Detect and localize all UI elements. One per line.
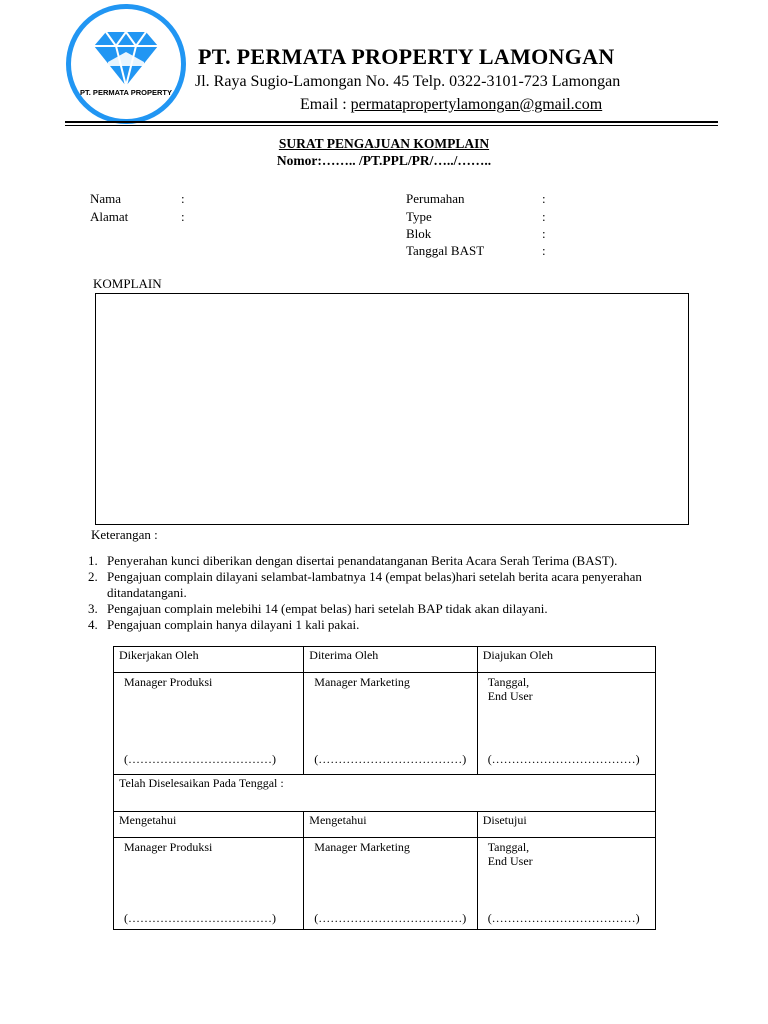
document-title: SURAT PENGAJUAN KOMPLAIN (278, 136, 490, 151)
signature-cell[interactable] (304, 838, 477, 930)
note-text: Penyerahan kunci diberikan dengan disertai penandatanganan Berita Acara Serah Terima (BAST). (107, 553, 618, 568)
note-number: 3. (88, 601, 98, 616)
cell-disetujui: Disetujui (477, 812, 655, 838)
table-row (114, 775, 656, 812)
field-type-colon: : (542, 209, 546, 224)
note-text: Pengajuan complain hanya dilayani 1 kali pakai. (107, 617, 360, 632)
cell-dikerjakan-oleh: Dikerjakan Oleh (114, 647, 304, 673)
field-blok-label: Blok (406, 226, 432, 241)
cell-diterima-oleh: Diterima Oleh (304, 647, 477, 673)
field-tanggal-bast-label: Tanggal BAST (406, 243, 485, 258)
note-text: Pengajuan complain melebihi 14 (empat belas) hari setelah BAP tidak akan dilayani. (107, 601, 548, 616)
cell-diajukan-oleh: Diajukan Oleh (477, 647, 655, 673)
signature-line: (………………………………) (487, 752, 640, 766)
signature-line: (………………………………) (124, 911, 276, 925)
email-prefix: Email : (300, 96, 351, 113)
signer-role-sub: End User (487, 854, 533, 868)
notes-list (88, 553, 688, 633)
field-alamat-label: Alamat (90, 209, 129, 224)
keterangan-label: Keterangan : (91, 527, 158, 542)
field-perumahan-label: Perumahan (406, 191, 465, 206)
table-row (114, 673, 656, 775)
signer-role: Tanggal, (487, 840, 530, 854)
table-row (114, 647, 656, 673)
logo-text: PT. PERMATA PROPERTY (80, 88, 172, 97)
field-tanggal-bast-colon: : (542, 243, 546, 258)
signature-cell[interactable] (304, 673, 477, 775)
field-blok-colon: : (542, 226, 546, 241)
signature-line: (………………………………) (487, 911, 640, 925)
email-address[interactable]: permatapropertylamongan@gmail.com (350, 96, 603, 113)
table-row (114, 812, 656, 838)
document-number: Nomor:…….. /PT.PPL/PR/…../…….. (276, 153, 492, 168)
signer-role-sub: End User (487, 689, 533, 703)
header-rule-thin (65, 125, 718, 126)
company-email (300, 96, 602, 114)
company-logo (64, 2, 188, 126)
signature-line: (………………………………) (124, 752, 276, 766)
field-nama-colon: : (181, 191, 185, 206)
signer-role: Manager Produksi (124, 675, 213, 689)
signature-line: (………………………………) (314, 911, 467, 925)
note-number: 1. (88, 553, 98, 568)
komplain-textbox[interactable] (95, 293, 689, 525)
signer-role: Manager Produksi (124, 840, 213, 854)
field-perumahan-colon: : (542, 191, 546, 206)
signer-role: Manager Marketing (314, 840, 410, 854)
signature-table (113, 646, 656, 930)
note-number: 2. (88, 569, 98, 584)
header-rule-thick (65, 121, 718, 123)
signature-cell[interactable] (114, 838, 304, 930)
field-nama-label: Nama (90, 191, 122, 206)
signature-line: (………………………………) (314, 752, 467, 766)
note-item (88, 601, 688, 617)
table-row (114, 838, 656, 930)
signer-role: Manager Marketing (314, 675, 410, 689)
cell-mengetahui: Mengetahui (114, 812, 304, 838)
company-address: Jl. Raya Sugio-Lamongan No. 45 Telp. 0322-3101-723 Lamongan (195, 73, 621, 90)
note-item (88, 553, 688, 569)
cell-mengetahui: Mengetahui (304, 812, 477, 838)
note-item (88, 617, 688, 633)
note-item (88, 569, 688, 601)
field-alamat-colon: : (181, 209, 185, 224)
signature-cell[interactable] (114, 673, 304, 775)
field-type-label: Type (406, 209, 432, 224)
note-number: 4. (88, 617, 98, 632)
signer-role: Tanggal, (487, 675, 530, 689)
completion-date-cell[interactable]: Telah Diselesaikan Pada Tenggal : (114, 775, 656, 812)
signature-cell[interactable] (477, 673, 655, 775)
signature-cell[interactable] (477, 838, 655, 930)
note-text: Pengajuan complain dilayani selambat-lambatnya 14 (empat belas)hari setelah berita acara penyerahan ditandatangani. (107, 569, 642, 600)
komplain-label: KOMPLAIN (93, 276, 162, 291)
company-name: PT. PERMATA PROPERTY LAMONGAN (198, 44, 615, 69)
